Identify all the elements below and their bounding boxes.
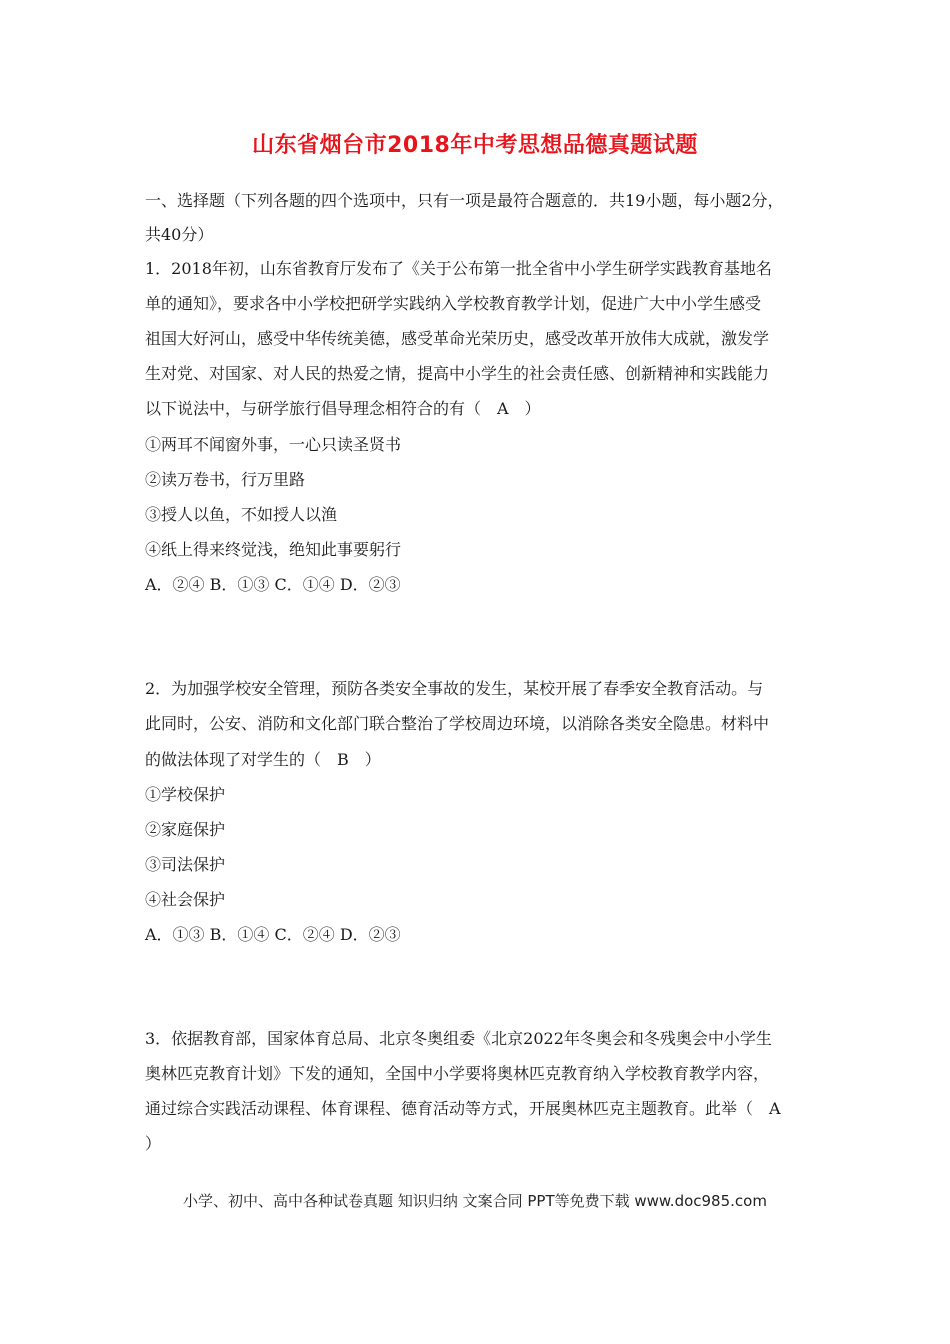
q1-option-2: ②读万卷书，行万里路 bbox=[145, 470, 306, 489]
footer-text: 小学、初中、高中各种试卷真题 知识归纳 文案合同 PPT等免费下载 www.doc985.com bbox=[183, 1192, 767, 1210]
q3-stem-line-3: 通过综合实践活动课程、体育课程、德育活动等方式，开展奥林匹克主题教育。此举（ A bbox=[145, 1099, 781, 1118]
q1-stem-line-2: 单的通知》，要求各中小学校把研学实践纳入学校教育教学计划，促进广大中小学生感受 bbox=[145, 294, 762, 313]
q1-stem-line-3: 祖国大好河山，感受中华传统美德，感受革命光荣历史，感受改革开放伟大成就，激发学 bbox=[145, 329, 770, 348]
q1-stem-line-4: 生对党、对国家、对人民的热爱之情，提高中小学生的社会责任感、创新精神和实践能力 bbox=[145, 364, 770, 383]
q2-choices: A．①③ B．①④ C．②④ D．②③ bbox=[145, 925, 401, 944]
q2-option-4: ④社会保护 bbox=[145, 890, 226, 909]
q2-stem-line-2: 此同时，公安、消防和文化部门联合整治了学校周边环境，以消除各类安全隐患。材料中 bbox=[145, 714, 770, 733]
q2-stem-line-3: 的做法体现了对学生的（ B ） bbox=[145, 750, 381, 769]
q1-option-4: ④纸上得来终觉浅，绝知此事要躬行 bbox=[145, 540, 402, 559]
q1-option-3: ③授人以鱼，不如授人以渔 bbox=[145, 505, 338, 524]
section-heading-line-2: 共40分） bbox=[145, 225, 214, 244]
q1-choices: A．②④ B．①③ C．①④ D．②③ bbox=[145, 575, 401, 594]
document-title: 山东省烟台市2018年中考思想品德真题试题 bbox=[252, 133, 698, 158]
q3-stem-line-2: 奥林匹克教育计划》下发的通知，全国中小学要将奥林匹克教育纳入学校教育教学内容， bbox=[145, 1064, 770, 1083]
q2-option-2: ②家庭保护 bbox=[145, 820, 226, 839]
section-heading-line-1: 一、选择题（下列各题的四个选项中，只有一项是最符合题意的．共19小题，每小题2分， bbox=[145, 191, 784, 210]
q3-stem-line-4: ） bbox=[145, 1134, 162, 1153]
q3-stem-line-1: 3．依据教育部，国家体育总局、北京冬奥组委《北京2022年冬奥会和冬残奥会中小学生 bbox=[145, 1029, 772, 1048]
q1-option-1: ①两耳不闻窗外事，一心只读圣贤书 bbox=[145, 435, 402, 454]
q2-option-3: ③司法保护 bbox=[145, 855, 226, 874]
q2-stem-line-1: 2．为加强学校安全管理，预防各类安全事故的发生，某校开展了春季安全教育活动。与 bbox=[145, 679, 764, 698]
q1-stem-line-1: 1．2018年初，山东省教育厅发布了《关于公布第一批全省中小学生研学实践教育基地名 bbox=[145, 259, 772, 278]
q2-option-1: ①学校保护 bbox=[145, 785, 226, 804]
q1-stem-line-5: 以下说法中，与研学旅行倡导理念相符合的有（ A ） bbox=[145, 399, 541, 418]
